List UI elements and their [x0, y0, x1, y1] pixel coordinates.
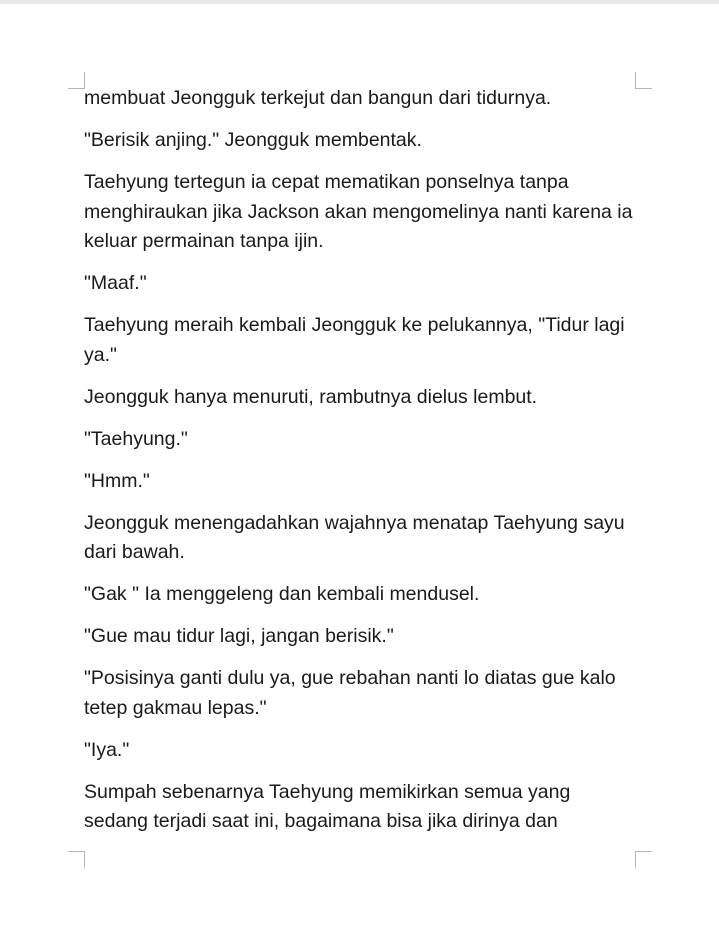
paragraph: "Posisinya ganti dulu ya, gue rebahan nanti lo diatas gue kalo tetep gakmau lepas.": [84, 667, 616, 719]
paragraph: "Berisik anjing." Jeongguk membentak.: [84, 129, 422, 151]
paragraph: "Hmm.": [84, 469, 150, 492]
paragraph: "Gue mau tidur lagi, jangan berisik.": [84, 625, 394, 647]
document-text-body: [84, 84, 635, 849]
paragraph: "Gak " Ia menggeleng dan kembali mendusel.: [84, 583, 480, 605]
margin-corner-bottom-left: [68, 851, 85, 868]
paragraph: "Iya.": [84, 738, 130, 761]
paragraph: "Taehyung.": [84, 427, 188, 450]
margin-corner-bottom-right: [635, 851, 652, 868]
paragraph: "Maaf.": [84, 272, 147, 294]
paragraph: Jeongguk hanya menuruti, rambutnya dielus lembut.: [84, 385, 538, 408]
paragraph: Taehyung tertegun ia cepat mematikan ponselnya tanpa menghiraukan jika Jackson akan mengomelinya nanti karena ia keluar permainan tanpa ijin.: [84, 171, 633, 252]
margin-corner-top-right: [635, 72, 652, 89]
paragraph: Taehyung meraih kembali Jeongguk ke pelukannya, "Tidur lagi ya.": [84, 314, 625, 366]
margin-corner-top-left: [68, 72, 85, 89]
paragraph: membuat Jeongguk terkejut dan bangun dari tidurnya.: [84, 87, 552, 109]
paragraph: Sumpah sebenarnya Taehyung memikirkan semua yang sedang terjadi saat ini, bagaimana bisa jika dirinya dan: [84, 780, 571, 832]
paragraph: Jeongguk menengadahkan wajahnya menatap Taehyung sayu dari bawah.: [84, 511, 625, 563]
